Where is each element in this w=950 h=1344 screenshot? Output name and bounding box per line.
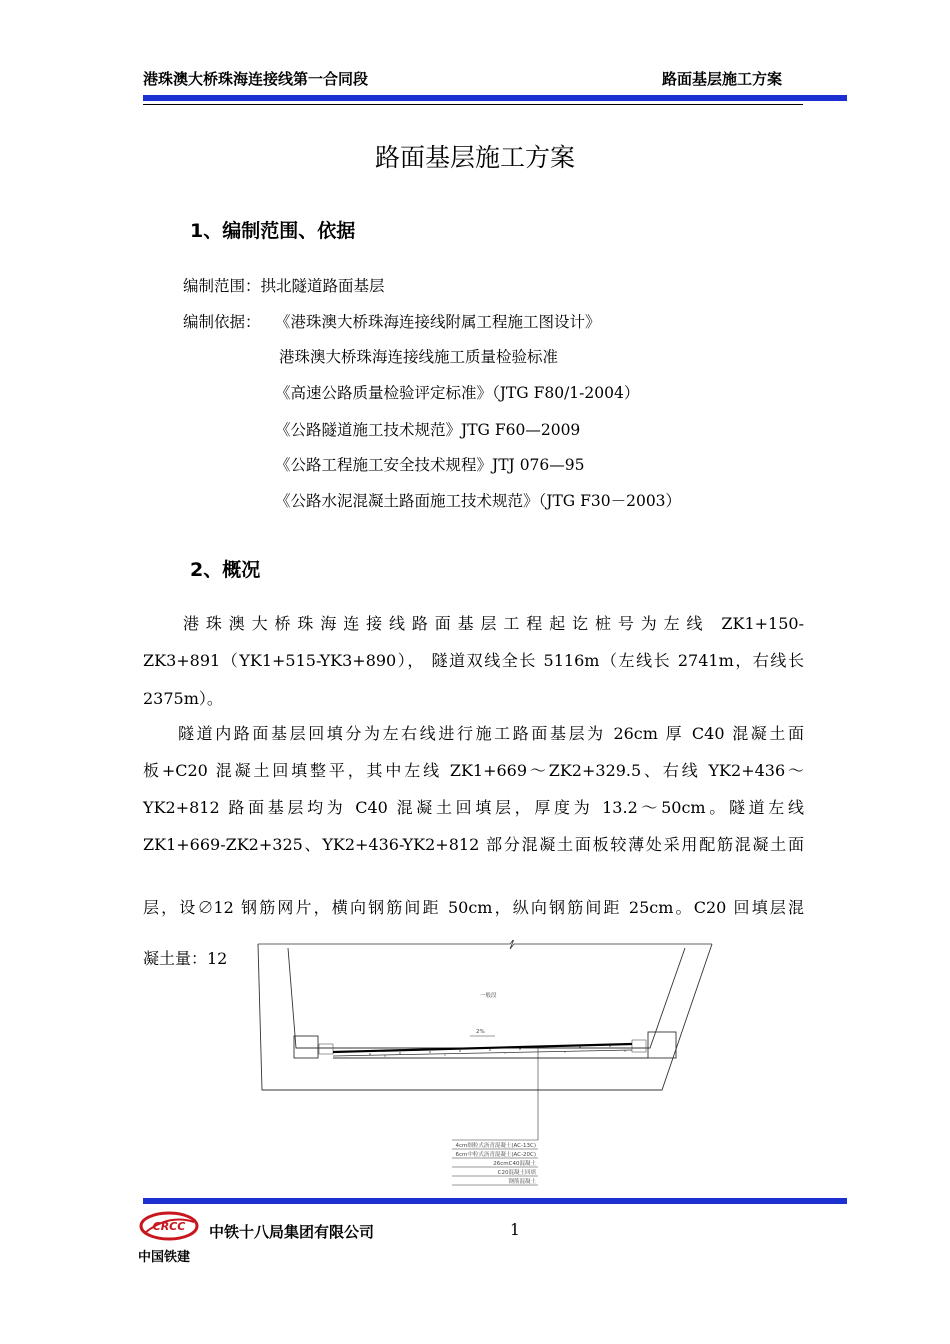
layer-label: C20混凝土回填 [497, 1170, 536, 1176]
page-number: 1 [510, 1221, 520, 1239]
basis-label: 编制依据： [183, 313, 261, 331]
footer-company: 中铁十八局集团有限公司 [209, 1223, 375, 1241]
header-blue-rule [143, 95, 847, 101]
layer-label: 钢筋混凝土 [508, 1179, 536, 1185]
basis-item: 《公路水泥混凝土路面施工技术规范》（JTG F30－2003） [275, 492, 682, 510]
header-right-title: 路面基层施工方案 [662, 70, 783, 88]
logo-text: 中国铁建 [138, 1250, 191, 1265]
basis-item: 《公路隧道施工技术规范》JTG F60—2009 [275, 421, 581, 439]
layer-label: 4cm细粒式沥青混凝土(AC-13C) [455, 1143, 536, 1149]
layer-label: 26cmC40混凝土 [493, 1161, 536, 1167]
figure-center-label: 一般段 [480, 993, 497, 999]
basis-item: 《港珠澳大桥珠海连接线附属工程施工图设计》 [275, 313, 601, 331]
basis-item: 港珠澳大桥珠海连接线施工质量检验标准 [279, 348, 559, 366]
crcc-logo-icon [138, 1210, 200, 1242]
header-thin-rule [143, 104, 803, 105]
paragraph-line: 2375m）。 [143, 689, 223, 708]
paragraph-line: 层，设∅12 钢筋网片，横向钢筋间距 50cm，纵向钢筋间距 25cm。C20 回填层混 [143, 898, 804, 917]
paragraph-line: 板+C20 混凝土回填整平，其中左线 ZK1+669～ZK2+329.5、右线 YK2+436～ [143, 761, 804, 780]
footer-blue-rule [143, 1198, 847, 1204]
layer-label: 6cm中粒式沥青混凝土(AC-20C) [455, 1152, 536, 1158]
document-title: 路面基层施工方案 [374, 143, 575, 172]
paragraph-line: 隧道内路面基层回填分为左右线进行施工路面基层为 26cm 厚 C40 混凝土面 [178, 724, 804, 743]
paragraph-line: YK2+812 路面基层均为 C40 混凝土回填层，厚度为 13.2～50cm。隧道左线 [143, 798, 804, 817]
paragraph-line: 港珠澳大桥珠海连接线路面基层工程起讫桩号为左线 ZK1+150- [183, 614, 804, 633]
paragraph-line: ZK3+891（YK1+515-YK3+890）， 隧道双线全长 5116m（左线长 2741m，右线长 [143, 651, 804, 670]
section-2-heading: 2、概况 [190, 559, 261, 581]
tunnel-cross-section-figure [230, 940, 730, 1195]
paragraph-line: 凝土量：12 [143, 949, 228, 968]
scope-line: 编制范围：拱北隧道路面基层 [183, 277, 385, 295]
figure-slope-label: 2% [476, 1029, 485, 1035]
header-left-title: 港珠澳大桥珠海连接线第一合同段 [143, 70, 369, 88]
paragraph-line: ZK1+669-ZK2+325、YK2+436-YK2+812 部分混凝土面板较薄处采用配筋混凝土面 [143, 835, 804, 854]
logo-mark-text: CRCC [152, 1220, 186, 1233]
basis-item: 《高速公路质量检验评定标准》（JTG F80/1-2004） [275, 384, 640, 402]
section-1-heading: 1、编制范围、依据 [190, 220, 356, 242]
basis-item: 《公路工程施工安全技术规程》JTJ 076—95 [275, 456, 585, 474]
